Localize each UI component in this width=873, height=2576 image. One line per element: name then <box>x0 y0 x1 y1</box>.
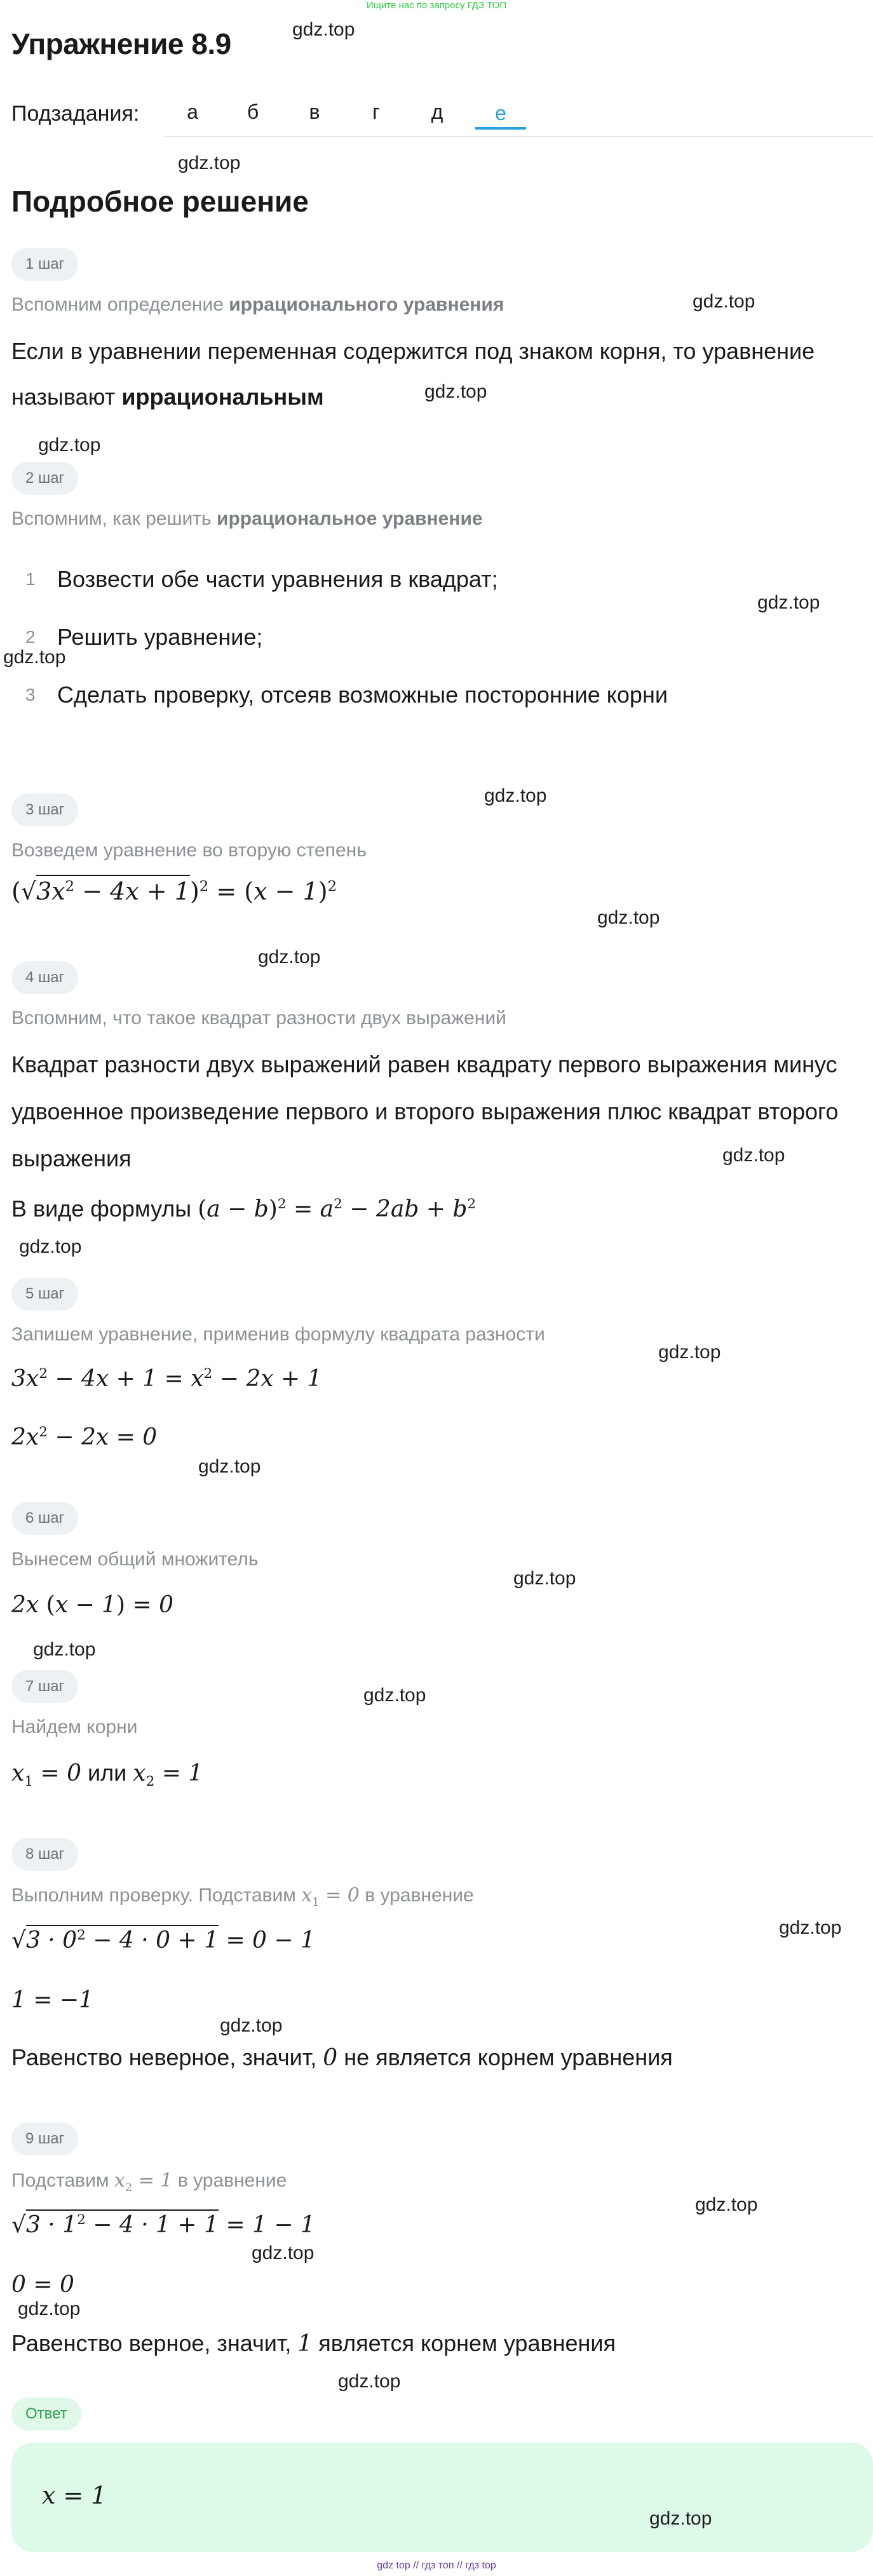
footer-links[interactable]: gdz top // гдз топ // гдз top <box>377 2560 496 2571</box>
step-badge: 3 шаг <box>11 793 78 826</box>
tab-d[interactable]: д <box>431 100 443 123</box>
answer-box <box>11 2443 873 2552</box>
answer-badge: Ответ <box>11 2397 81 2431</box>
equation: 0 = 0 <box>11 2272 74 2298</box>
watermark: gdz.top <box>649 2508 712 2529</box>
equation: $x_1 = 0$ или $x_2 = 1$ <box>11 1760 203 1790</box>
step-hint: Возведем уравнение во вторую степень <box>11 840 367 861</box>
equation: 2x (x − 1) = 0 <box>11 1592 173 1618</box>
step-hint: Вспомним, что такое квадрат разности двух выражений <box>11 1008 506 1028</box>
watermark: gdz.top <box>513 1568 576 1589</box>
watermark: gdz.top <box>292 19 355 40</box>
page-title: Упражнение 8.9 <box>11 27 231 60</box>
step-hint: Вспомним, как решить иррациональное уравнение <box>11 508 483 529</box>
watermark: gdz.top <box>19 1236 82 1257</box>
watermark: gdz.top <box>779 1917 842 1938</box>
formula-line: В виде формулы $(a - b)^2 = a^2 - 2ab + b^2$ <box>11 1196 477 1222</box>
tab-b[interactable]: б <box>247 100 259 123</box>
list-number: 2 <box>25 627 36 647</box>
tab-e[interactable]: е <box>475 97 526 130</box>
tab-v[interactable]: в <box>309 100 320 123</box>
equation: $3x^2 - 4x + 1 = x^2 - 2x + 1$ <box>11 1366 322 1392</box>
step-text: Если в уравнении переменная содержится под знаком корня, то уравнение <box>11 338 815 364</box>
answer-value: x = 1 <box>42 2481 107 2509</box>
watermark: gdz.top <box>695 2194 758 2215</box>
step-text: выражения <box>11 1145 132 1171</box>
watermark: gdz.top <box>424 381 487 402</box>
watermark: gdz.top <box>38 435 101 455</box>
step-badge: 4 шаг <box>11 961 78 994</box>
watermark: gdz.top <box>597 907 660 928</box>
step-hint: Вспомним определение иррационального уравнения <box>11 294 504 315</box>
watermark: gdz.top <box>178 152 241 173</box>
subtasks-tabs <box>164 89 873 137</box>
equation: 1 = −1 <box>11 1987 94 2013</box>
step-badge: 9 шаг <box>11 2122 78 2155</box>
step-hint: Вынесем общий множитель <box>11 1549 259 1570</box>
watermark: gdz.top <box>484 785 547 806</box>
step-text: называют иррациональным <box>11 384 324 410</box>
watermark: gdz.top <box>338 2371 401 2392</box>
equation: $(√3x^2 - 4x + 1)^2 = (x - 1)^2$ <box>11 877 337 907</box>
tab-g[interactable]: г <box>372 100 380 123</box>
step-badge: 1 шаг <box>11 248 78 281</box>
step-badge: 7 шаг <box>11 1670 78 1703</box>
tab-a[interactable]: а <box>187 100 198 123</box>
equation: $√3 \cdot 0^2 - 4 \cdot 0 + 1 = 0 - 1$ <box>11 1926 315 1955</box>
watermark: gdz.top <box>258 947 321 968</box>
step-badge: 8 шаг <box>11 1838 78 1871</box>
step-badge: 2 шаг <box>11 462 78 495</box>
watermark: gdz.top <box>658 1342 721 1363</box>
watermark: gdz.top <box>363 1685 426 1706</box>
watermark: gdz.top <box>3 647 66 668</box>
watermark: gdz.top <box>220 2015 283 2036</box>
watermark: gdz.top <box>693 291 755 312</box>
step-text: Равенство верное, значит, 1 является корнем уравнения <box>11 2330 616 2357</box>
step-text: Равенство неверное, значит, 0 не является корнем уравнения <box>11 2044 673 2071</box>
step-badge: 5 шаг <box>11 1278 78 1311</box>
watermark: gdz.top <box>33 1639 96 1660</box>
watermark: gdz.top <box>252 2242 315 2263</box>
watermark: gdz.top <box>722 1145 785 1166</box>
solution-title: Подробное решение <box>11 185 309 218</box>
step-text: Квадрат разности двух выражений равен квадрату первого выражения минус <box>11 1051 837 1077</box>
list-number: 3 <box>25 685 36 705</box>
list-item: Возвести обе части уравнения в квадрат; <box>57 566 498 592</box>
watermark: gdz.top <box>198 1456 261 1477</box>
watermark: gdz.top <box>757 592 820 613</box>
equation: $2x^2 - 2x = 0$ <box>11 1424 158 1450</box>
step-hint: Подставим $x_2 = 1$ в уравнение <box>11 2169 287 2194</box>
step-hint: Выполним проверку. Подставим $x_1 = 0$ в уравнение <box>11 1884 474 1909</box>
watermark: gdz.top <box>18 2298 81 2319</box>
step-badge: 6 шаг <box>11 1502 78 1535</box>
step-hint: Найдем корни <box>11 1716 138 1737</box>
subtasks-label: Подзадания: <box>11 102 140 126</box>
equation: $√3 \cdot 1^2 - 4 \cdot 1 + 1 = 1 - 1$ <box>11 2211 315 2239</box>
step-hint: Запишем уравнение, применив формулу квадрата разности <box>11 1324 545 1345</box>
list-number: 1 <box>25 569 36 589</box>
list-item: Решить уравнение; <box>57 624 263 650</box>
top-banner: Ищите нас по запросу ГДЗ ТОП <box>366 0 507 11</box>
list-item: Сделать проверку, отсеяв возможные посторонние корни <box>57 682 668 708</box>
step-text: удвоенное произведение первого и второго выражения плюс квадрат второго <box>11 1098 839 1124</box>
